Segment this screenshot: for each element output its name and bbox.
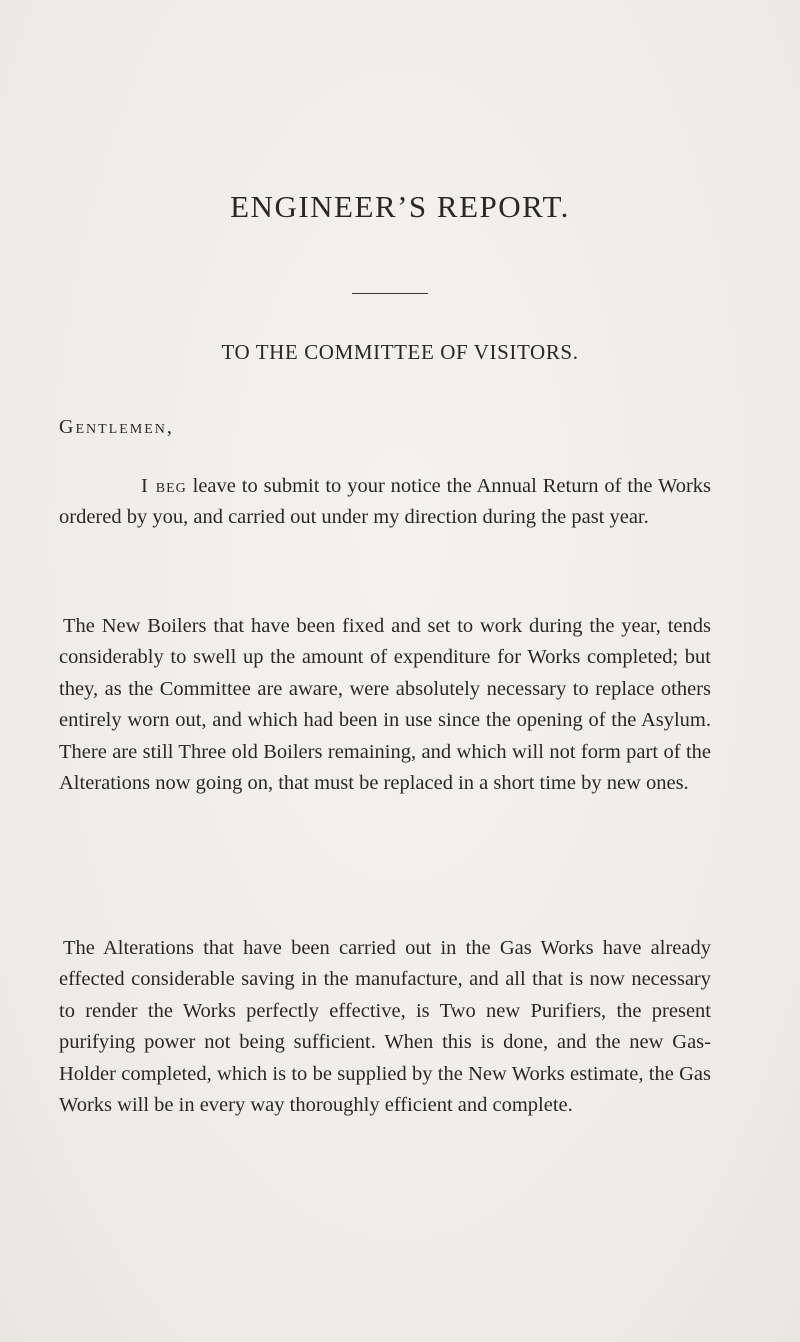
report-subtitle: TO THE COMMITTEE OF VISITORS. bbox=[221, 340, 579, 364]
paragraph-1-lead: I beg bbox=[141, 475, 187, 497]
paragraph-1 bbox=[59, 471, 711, 534]
report-title: ENGINEER’S REPORT. bbox=[230, 189, 570, 224]
salutation: Gentlemen, bbox=[59, 416, 174, 438]
paragraph-3: The Alterations that have been carried out in the Gas Works have already effected considerable saving in the manufacture, and all that is now necessary to render the Works perfectly effective, is Two new Purifiers, the present purifying power not being sufficient. When this is done, and the new Gas-Holder completed, which is to be supplied by the New Works estimate, the Gas Works will be in every way thoroughly efficient and complete. bbox=[59, 937, 711, 1117]
paragraph-2: The New Boilers that have been fixed and set to work during the year, tends considerably to swell up the amount of expenditure for Works completed; but they, as the Committee are aware, were absolutely necessary to replace others entirely worn out, and which had been in use since the opening of the Asylum. There are still Three old Boilers remaining, and which will not form part of the Alterations now going on, that must be replaced in a short time by new ones. bbox=[59, 615, 711, 795]
title-divider bbox=[352, 293, 428, 294]
paragraph-1-text: leave to submit to your notice the Annual Return of the Works ordered by you, and carried out under my direction during the past year. bbox=[59, 475, 711, 529]
